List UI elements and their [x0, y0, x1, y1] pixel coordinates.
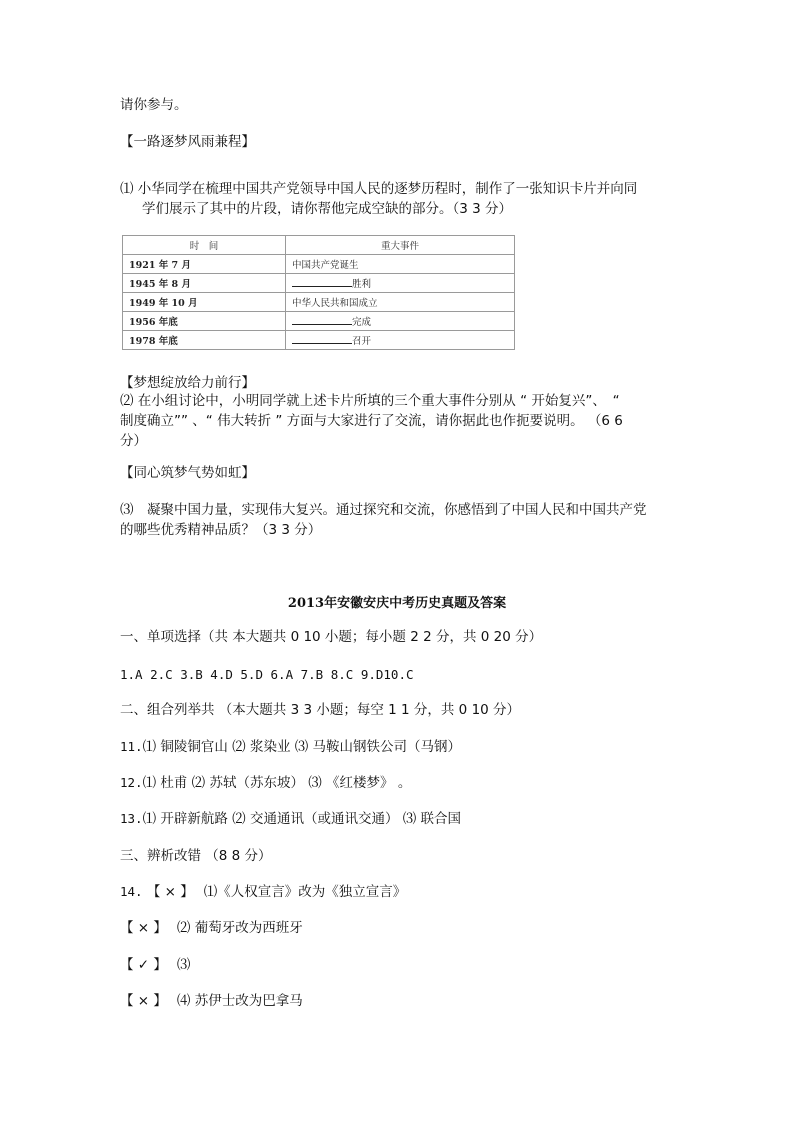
row-time: 1978 年底: [123, 331, 286, 350]
row-event: 中华人民共和国成立: [286, 293, 515, 312]
table-header-time: 时 间: [123, 236, 286, 255]
table-header-event: 重大事件: [286, 236, 515, 255]
row-time: 1956 年底: [123, 312, 286, 331]
correction-item: 【 × 】 ⑵ 葡萄牙改为西班牙: [120, 920, 303, 936]
question-2-line2: 制度确立”” 、“ 伟大转折 ” 方面与大家进行了交流，请你据此也作扼要说明。 （6 6: [120, 413, 623, 429]
row-event: 完成: [286, 312, 515, 331]
part-2-heading: 二、组合列举共 （本大题共 3 3 小题；每空 1 1 分，共 0 10 分）: [120, 702, 521, 718]
question-2-line3: 分）: [120, 433, 147, 449]
table-row: [123, 293, 515, 312]
question-2-line1: ⑵ 在小组讨论中，小明同学就上述卡片所填的三个重大事件分别从 “ 开始复兴”、 “: [120, 393, 620, 409]
table-header-row: [123, 236, 515, 255]
row-time: 1921 年 7 月: [123, 255, 286, 274]
part-3-heading: 三、辨析改错 （8 8 分）: [120, 848, 272, 864]
table-row: [123, 331, 515, 350]
question-1-line1: ⑴ 小华同学在梳理中国共产党领导中国人民的逐梦历程时，制作了一张知识卡片并向同: [120, 181, 638, 197]
part-1-heading: 一、单项选择（共 本大题共 0 10 小题；每小题 2 2 分，共 0 20 分）: [120, 629, 543, 645]
correction-item: 【 ✓ 】 ⑶: [120, 957, 191, 973]
section-heading-2: 【梦想绽放给力前行】: [120, 375, 255, 391]
check-mark: 【 ✓ 】: [120, 957, 167, 973]
question-1-line2: 学们展示了其中的片段，请你帮他完成空缺的部分。（3 3 分）: [142, 201, 513, 217]
answer-item: 13.⑴ 开辟新航路 ⑵ 交通通讯（或通讯交通） ⑶ 联合国: [120, 811, 462, 827]
cross-mark: 【 × 】: [120, 920, 167, 936]
part-1-answers: 1.A 2.C 3.B 4.D 5.D 6.A 7.B 8.C 9.D10.C: [120, 667, 414, 682]
question-1: [120, 179, 637, 219]
answer-item: 11.⑴ 铜陵铜官山 ⑵ 浆染业 ⑶ 马鞍山钢铁公司（马钢）: [120, 739, 462, 755]
answer-title: 2013年安徽安庆中考历史真题及答案: [287, 596, 507, 611]
cross-mark: 【 × 】: [120, 993, 167, 1009]
section-heading-3: 【同心筑梦气势如虹】: [120, 465, 255, 481]
row-time: 1949 年 10 月: [123, 293, 286, 312]
question-2: [120, 391, 680, 451]
table-row: [123, 312, 515, 331]
intro-text: 请你参与。: [120, 97, 188, 113]
knowledge-card-table: [122, 235, 515, 350]
answer-blank: [292, 333, 352, 344]
table-row: [123, 274, 515, 293]
correction-item: 14. 【 × 】 ⑴《人权宣言》改为《独立宣言》: [120, 884, 407, 900]
row-event: 召开: [286, 331, 515, 350]
answer-blank: [292, 276, 352, 287]
question-3-line1: ⑶ 凝聚中国力量，实现伟大复兴。通过探究和交流，你感悟到了中国人民和中国共产党: [120, 502, 647, 518]
section-heading-1: 【一路逐梦风雨兼程】: [120, 134, 255, 150]
row-event: 中国共产党诞生: [286, 255, 515, 274]
question-3: [120, 500, 680, 540]
row-event: 胜利: [286, 274, 515, 293]
row-time: 1945 年 8 月: [123, 274, 286, 293]
answer-item: 12.⑴ 杜甫 ⑵ 苏轼（苏东坡） ⑶ 《红楼梦》 。: [120, 775, 412, 791]
answer-blank: [292, 314, 352, 325]
cross-mark: 【 × 】: [146, 884, 194, 900]
table-row: [123, 255, 515, 274]
question-3-line2: 的哪些优秀精神品质？（3 3 分）: [120, 522, 322, 538]
correction-item: 【 × 】 ⑷ 苏伊士改为巴拿马: [120, 993, 303, 1009]
